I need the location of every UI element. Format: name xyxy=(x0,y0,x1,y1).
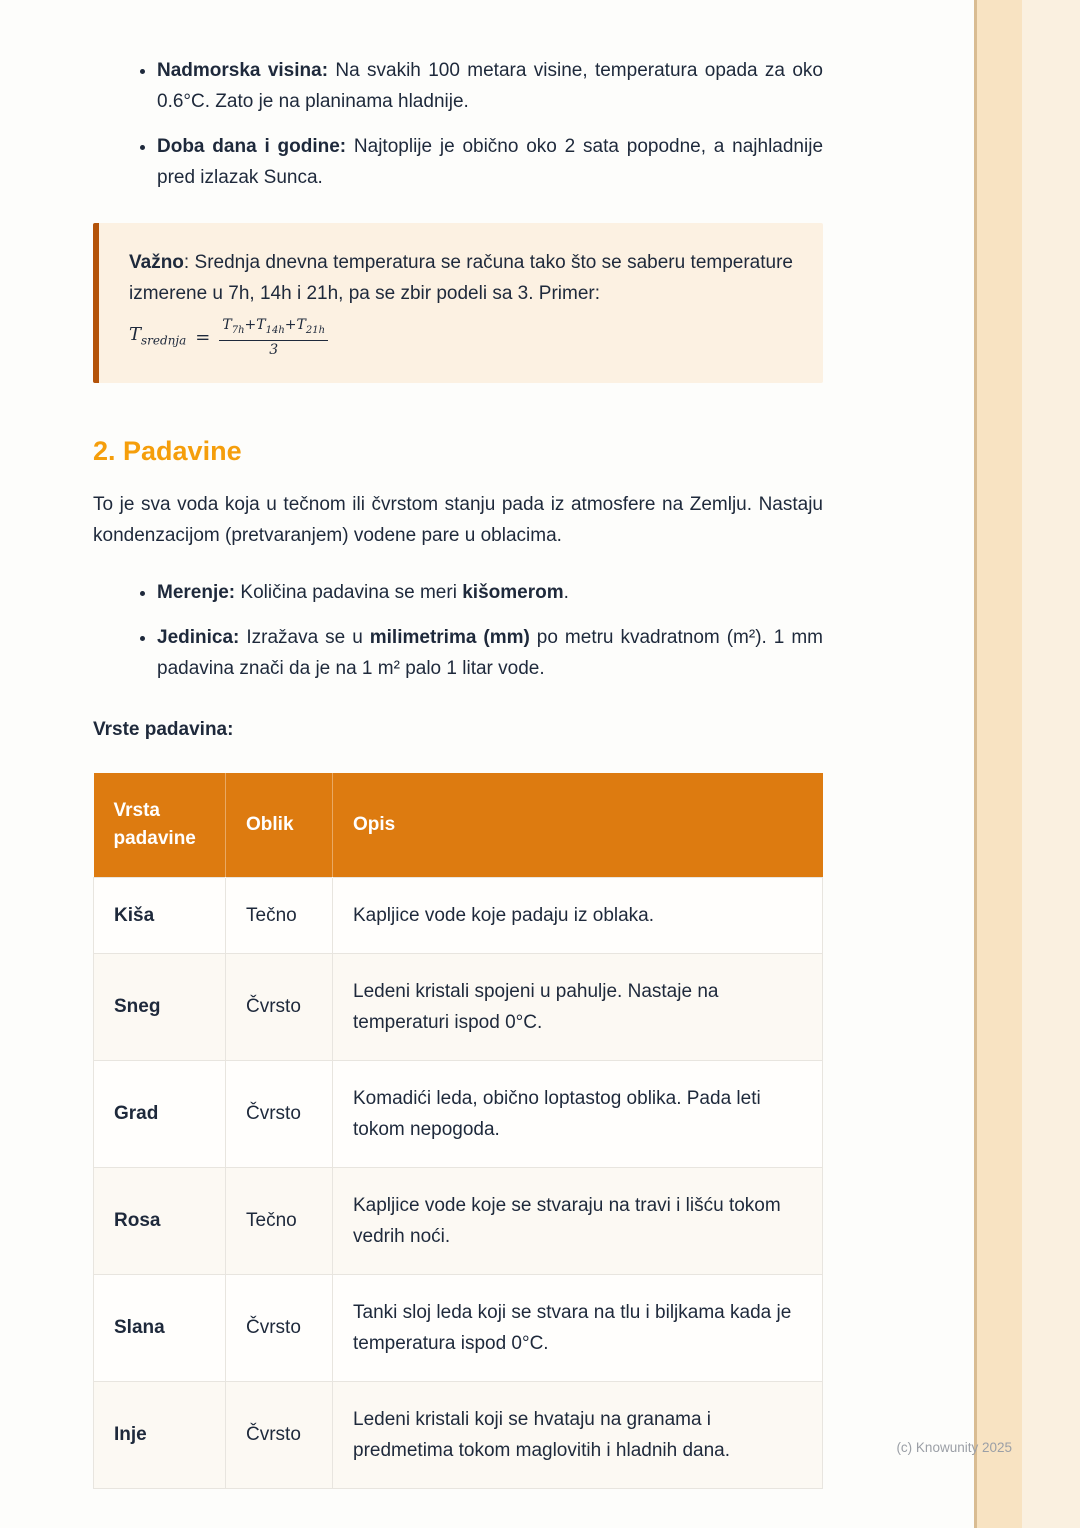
formula-lhs xyxy=(129,319,186,357)
table-row xyxy=(94,1381,823,1488)
formula-fraction xyxy=(219,317,328,359)
formula-lhs-subscript: srednja xyxy=(141,333,187,348)
cell-desc: Kapljice vode koje se stvaraju na travi i lišću tokom vedrih noći. xyxy=(333,1167,823,1274)
precipitation-table xyxy=(93,773,823,1489)
cell-form: Tečno xyxy=(226,1167,333,1274)
cell-form: Čvrsto xyxy=(226,1274,333,1381)
cell-form: Čvrsto xyxy=(226,1381,333,1488)
precipitation-bullet-list xyxy=(93,577,823,684)
important-callout-box xyxy=(93,223,823,383)
table-header-vrsta: Vrsta padavine xyxy=(94,773,226,878)
table-row xyxy=(94,1060,823,1167)
table-row xyxy=(94,1167,823,1274)
cell-form: Tečno xyxy=(226,877,333,953)
document-page xyxy=(93,0,823,1489)
table-row xyxy=(94,1274,823,1381)
table-row xyxy=(94,877,823,953)
cell-desc: Kapljice vode koje padaju iz oblaka. xyxy=(333,877,823,953)
formula-denominator: 3 xyxy=(269,341,279,358)
cell-type: Grad xyxy=(94,1060,226,1167)
cell-type: Sneg xyxy=(94,953,226,1060)
page-edge-outer xyxy=(1022,0,1080,1528)
cell-type: Kiša xyxy=(94,877,226,953)
cell-form: Čvrsto xyxy=(226,1060,333,1167)
formula-equals-sign: = xyxy=(195,327,211,349)
table-header-oblik: Oblik xyxy=(226,773,333,878)
formula-numerator: $T_{7h}+T_{14h}+T_{21h}$ xyxy=(219,317,328,341)
intro-bullet-list xyxy=(93,55,823,193)
bullet-item-measurement: • Merenje: Količina padavina se meri kišomerom. xyxy=(157,577,823,608)
formula-average-temperature xyxy=(129,317,793,359)
bullet-item-altitude: • Nadmorska visina: Na svakih 100 metara visine, temperatura opada za oko 0.6°C. Zato je na planinama hladnije. xyxy=(157,55,823,117)
callout-text: Važno: Srednja dnevna temperatura se računa tako što se saberu temperature izmerene u 7h, 14h i 21h, pa se zbir podeli sa 3. Primer: xyxy=(129,252,793,304)
footer-copyright: (c) Knowunity 2025 xyxy=(896,1440,1012,1455)
section-intro-paragraph: To je sva voda koja u tečnom ili čvrstom stanju pada iz atmosfere na Zemlju. Nastaju kondenzacijom (pretvaranjem) vodene pare u oblacima. xyxy=(93,493,823,546)
cell-desc: Ledeni kristali spojeni u pahulje. Nastaje na temperaturi ispod 0°C. xyxy=(333,953,823,1060)
formula-lhs-base: T xyxy=(129,324,142,346)
bullet-item-time-of-day: • Doba dana i godine: Najtoplije je obično oko 2 sata popodne, a najhladnije pred izlazak Sunca. xyxy=(157,131,823,193)
table-header-row xyxy=(94,773,823,878)
cell-type: Inje xyxy=(94,1381,226,1488)
bullet-item-unit: • Jedinica: Izražava se u milimetrima (mm) po metru kvadratnom (m²). 1 mm padavina znači da je na 1 m² palo 1 litar vode. xyxy=(157,622,823,684)
cell-type: Rosa xyxy=(94,1167,226,1274)
page-edge-stripe xyxy=(977,0,1022,1528)
cell-desc: Komadići leda, obično loptastog oblika. Pada leti tokom nepogoda. xyxy=(333,1060,823,1167)
cell-desc: Ledeni kristali koji se hvataju na granama i predmetima tokom maglovitih i hladnih dana. xyxy=(333,1381,823,1488)
cell-type: Slana xyxy=(94,1274,226,1381)
cell-desc: Tanki sloj leda koji se stvara na tlu i biljkama kada je temperatura ispod 0°C. xyxy=(333,1274,823,1381)
section-title-padavine: 2. Padavine xyxy=(93,435,242,466)
cell-form: Čvrsto xyxy=(226,953,333,1060)
table-label: Vrste padavina: xyxy=(93,718,234,740)
table-row xyxy=(94,953,823,1060)
table-header-opis: Opis xyxy=(333,773,823,878)
